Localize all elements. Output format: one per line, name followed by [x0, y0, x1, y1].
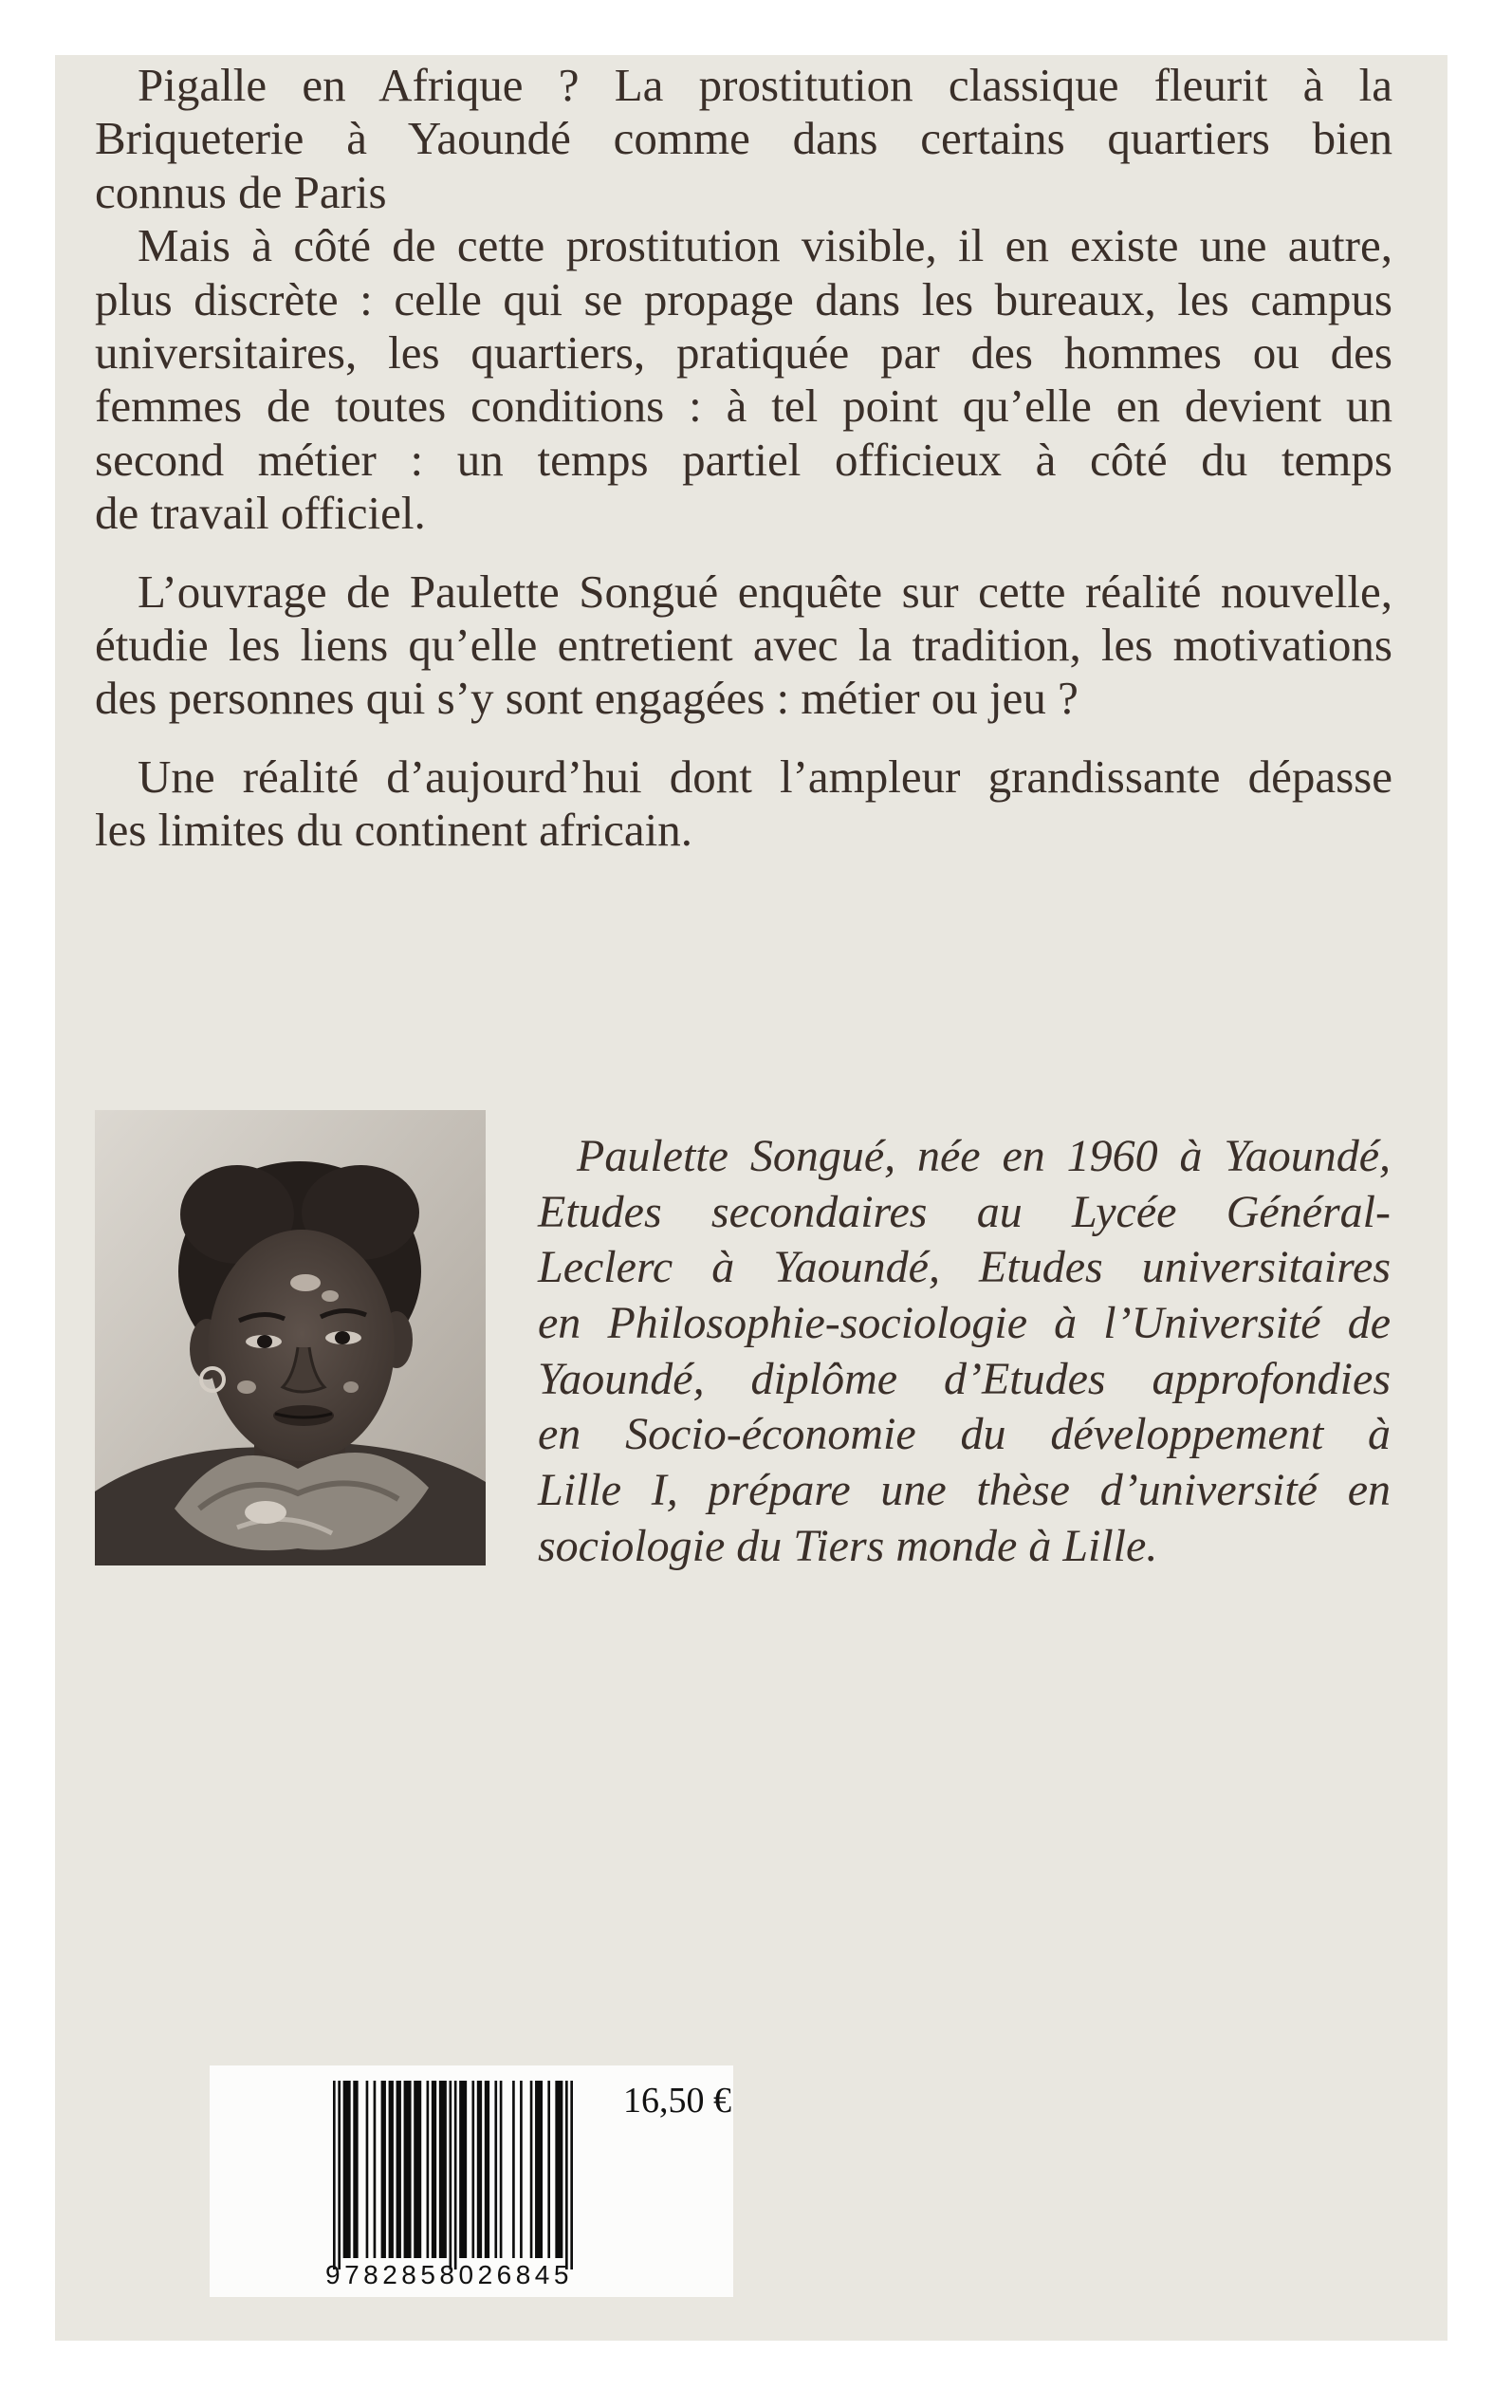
bio-line: Leclerc à Yaoundé, Etudes universitaires	[538, 1242, 1391, 1293]
barcode-bar	[454, 2081, 457, 2269]
barcode-bar	[343, 2081, 351, 2258]
author-portrait	[95, 1110, 486, 1565]
blurb-line: femmes de toutes conditions : à tel point qu’elle en devient un	[95, 380, 1392, 433]
blurb-line: universitaires, les quartiers, pratiquée par des hommes ou des	[95, 325, 1392, 379]
bio-line: Paulette Songué, née en 1960 à Yaoundé,	[577, 1131, 1391, 1181]
blurb-line: connus de Paris	[95, 165, 387, 218]
blurb-line: étudie les liens qu’elle entretient avec la tradition, les motivations	[95, 618, 1392, 671]
barcode-bar	[570, 2081, 573, 2269]
barcode-bar	[459, 2081, 467, 2258]
blurb-line: Pigalle en Afrique ? La prostitution classique fleurit à la	[138, 59, 1392, 111]
barcode-bar	[366, 2081, 369, 2258]
barcode-bar	[439, 2081, 447, 2258]
barcode-digits: 9782858026845	[325, 2260, 573, 2289]
barcode-bar	[338, 2081, 341, 2269]
forehead-highlight	[322, 1290, 339, 1302]
bio-line: Yaoundé, diplôme d’Etudes approfondies	[538, 1353, 1391, 1404]
barcode-bar	[333, 2081, 336, 2269]
barcode-bar	[477, 2081, 482, 2258]
barcode-bar	[432, 2081, 436, 2258]
blurb-line: Briqueterie à Yaoundé comme dans certains quartiers bien	[95, 112, 1392, 165]
bio-line: Etudes secondaires au Lycée Général-	[538, 1186, 1391, 1237]
blurb-line: L’ouvrage de Paulette Songué enquête sur cette réalité nouvelle,	[138, 565, 1392, 618]
blurb-line: plus discrète : celle qui se propage dans les bureaux, les campus	[95, 272, 1392, 325]
cheek-highlight	[343, 1381, 359, 1393]
blurb-line: des personnes qui s’y sont engagées : métier ou jeu ?	[95, 672, 1079, 725]
author-photo	[95, 1110, 486, 1565]
blurb-paragraph	[95, 59, 1392, 219]
barcode-bar	[404, 2081, 412, 2258]
barcode-bar	[547, 2081, 550, 2258]
barcode-bar	[427, 2081, 430, 2258]
barcode-bar	[530, 2081, 533, 2258]
barcode-bar	[494, 2081, 497, 2258]
barcode-bars	[333, 2081, 573, 2269]
barcode-bar	[374, 2081, 377, 2258]
blurb-line: Mais à côté de cette prostitution visible, il en existe une autre,	[138, 219, 1392, 272]
right-pupil	[335, 1331, 350, 1344]
bio-line: en Socio-économie du développement à	[538, 1409, 1391, 1460]
barcode-bar	[520, 2081, 523, 2258]
blurb-paragraph	[95, 219, 1392, 540]
face-shape	[209, 1230, 395, 1461]
blurb-line: de travail officiel.	[95, 487, 426, 540]
bio-line: en Philosophie-sociologie à l’Université de	[538, 1298, 1391, 1349]
author-bio	[538, 1129, 1391, 1575]
forehead-highlight	[290, 1274, 321, 1291]
price-label: 16,50 €	[623, 2081, 731, 2121]
blurb-line: Une réalité d’aujourd’hui dont l’ampleur grandissante dépasse	[138, 750, 1392, 803]
barcode-bar	[381, 2081, 386, 2258]
bio-line: Lille I, prépare une thèse d’université en	[538, 1465, 1391, 1516]
barcode-bar	[396, 2081, 401, 2258]
bio-line: sociologie du Tiers monde à Lille.	[538, 1520, 1158, 1571]
barcode-bar	[512, 2081, 515, 2258]
cheek-highlight	[237, 1380, 256, 1394]
barcode-bar	[450, 2081, 452, 2269]
barcode-bar	[471, 2081, 474, 2258]
blurb-paragraph	[95, 750, 1392, 858]
barcode-bar	[500, 2081, 503, 2258]
barcode-bar	[555, 2081, 562, 2258]
barcode-bar	[389, 2081, 394, 2258]
blurb-line: second métier : un temps partiel officieux à côté du temps	[95, 433, 1392, 486]
barcode-bar	[414, 2081, 421, 2258]
barcode-label	[210, 2065, 733, 2297]
blurb-line: les limites du continent africain.	[95, 804, 693, 857]
barcode-bar	[353, 2081, 358, 2258]
scarf-knot-highlight	[245, 1501, 286, 1524]
blurb-paragraph	[95, 565, 1392, 726]
barcode-bar	[565, 2081, 568, 2269]
blurb-text	[95, 59, 1392, 857]
left-pupil	[257, 1335, 272, 1348]
barcode-bar	[535, 2081, 543, 2258]
barcode-bar	[485, 2081, 489, 2258]
